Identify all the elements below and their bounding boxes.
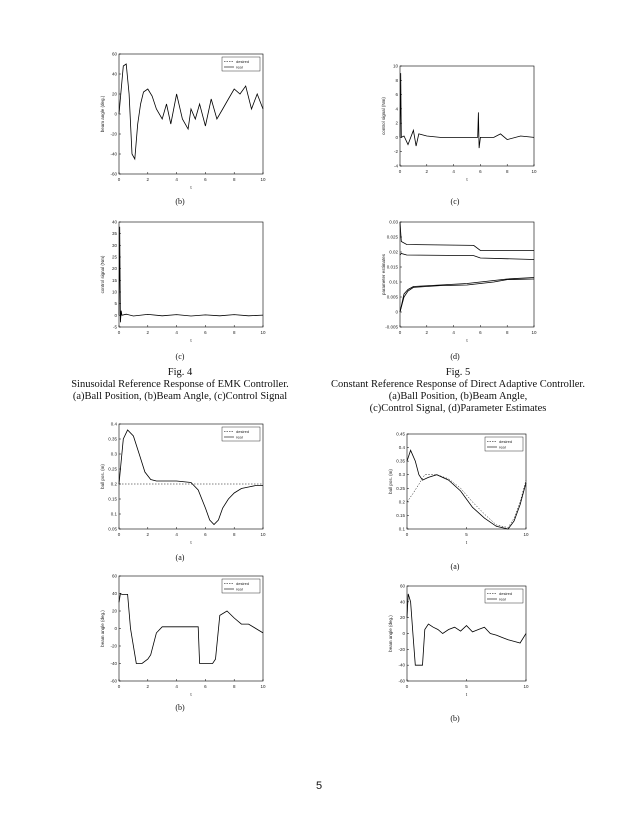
x-axis-label: t bbox=[190, 692, 192, 697]
fig5-c-sublabel: (c) bbox=[450, 197, 460, 206]
y-tick-label: 0.4 bbox=[398, 445, 405, 451]
y-tick-label: 25 bbox=[111, 254, 117, 260]
x-axis-label: t bbox=[190, 185, 192, 190]
fig4-b-sublabel: (b) bbox=[175, 197, 185, 206]
fig5-caption-line1: Constant Reference Response of Direct Adaptive Controller. bbox=[331, 379, 585, 390]
y-tick-label: 15 bbox=[111, 277, 117, 283]
fig5-control-signal-plot bbox=[378, 62, 538, 182]
x-tick-label: 0 bbox=[117, 684, 121, 689]
fig4-a-sublabel: (a) bbox=[175, 553, 185, 562]
y-tick-label: 10 bbox=[111, 289, 117, 295]
y-tick-label: 20 bbox=[111, 91, 117, 97]
y-axis-label: beam angle (deg.) bbox=[388, 615, 393, 652]
y-axis-label: parameter estimates bbox=[381, 253, 386, 296]
x-tick-label: 10 bbox=[260, 177, 266, 182]
y-tick-label: 0.3 bbox=[110, 451, 117, 457]
chart-svg bbox=[385, 430, 530, 545]
y-tick-label: 0.25 bbox=[108, 466, 117, 472]
y-axis-label: ball pos. (m) bbox=[100, 464, 105, 489]
x-axis-label: t bbox=[466, 177, 468, 182]
plot-frame bbox=[119, 54, 263, 174]
y-tick-label: 4 bbox=[395, 106, 398, 112]
x-tick-label: 8 bbox=[232, 532, 236, 537]
y-tick-label: 0.4 bbox=[110, 421, 117, 427]
fig4-b2-sublabel: (b) bbox=[175, 703, 185, 712]
x-tick-label: 6 bbox=[204, 532, 207, 537]
fig5-beam-angle-plot bbox=[385, 582, 530, 697]
fig4-beam-angle-plot bbox=[97, 50, 267, 190]
y-tick-label: 30 bbox=[111, 242, 117, 248]
x-tick-label: 6 bbox=[204, 684, 207, 689]
y-tick-label: -20 bbox=[398, 646, 405, 652]
x-tick-label: 4 bbox=[452, 169, 455, 174]
y-tick-label: -20 bbox=[110, 643, 117, 649]
x-tick-label: 4 bbox=[175, 177, 178, 182]
y-tick-label: -40 bbox=[110, 661, 117, 666]
fig5-a-sublabel: (a) bbox=[450, 562, 460, 571]
legend-label: real bbox=[236, 586, 243, 592]
y-tick-label: 5 bbox=[114, 301, 117, 307]
y-tick-label: 0.2 bbox=[110, 481, 117, 487]
y-tick-label: 8 bbox=[395, 77, 398, 83]
x-tick-label: 6 bbox=[479, 330, 482, 335]
y-tick-label: -40 bbox=[398, 662, 405, 668]
chart-svg bbox=[378, 62, 538, 182]
y-tick-label: 60 bbox=[111, 51, 117, 57]
x-tick-label: 8 bbox=[505, 330, 509, 335]
y-axis-label: beam angle (deg.) bbox=[100, 95, 105, 133]
y-tick-label: 0.3 bbox=[398, 472, 405, 478]
y-tick-label: 0.015 bbox=[386, 264, 398, 270]
x-tick-label: 10 bbox=[260, 684, 266, 689]
y-tick-label: 60 bbox=[399, 583, 405, 589]
legend-label: desired bbox=[236, 429, 250, 434]
legend-label: desired bbox=[499, 439, 513, 444]
plot-frame bbox=[400, 222, 534, 327]
y-tick-label: 0.025 bbox=[386, 234, 398, 240]
fig5-caption-line2: (a)Ball Position, (b)Beam Angle, bbox=[388, 391, 528, 402]
y-tick-label: 0.25 bbox=[396, 485, 405, 491]
page-number: 5 bbox=[315, 780, 323, 792]
x-tick-label: 8 bbox=[232, 684, 236, 689]
y-tick-label: 20 bbox=[111, 266, 117, 272]
y-tick-label: 60 bbox=[111, 573, 117, 579]
x-axis-label: t bbox=[190, 540, 192, 545]
y-axis-label: ball pos. (m) bbox=[388, 469, 393, 494]
y-tick-label: -20 bbox=[110, 131, 117, 137]
chart-svg bbox=[385, 582, 530, 697]
fig4-control-signal-plot bbox=[97, 218, 267, 343]
chart-svg bbox=[97, 50, 267, 190]
y-tick-label: 0 bbox=[114, 111, 117, 117]
fig4-caption-line1: Sinusoidal Reference Response of EMK Controller. bbox=[71, 379, 289, 390]
x-tick-label: 10 bbox=[523, 684, 529, 689]
chart-svg bbox=[97, 572, 267, 697]
y-tick-label: -60 bbox=[110, 171, 117, 177]
x-tick-label: 4 bbox=[452, 330, 455, 335]
fig4-ball-position-plot bbox=[97, 420, 267, 545]
fig4-c-sublabel: (c) bbox=[175, 352, 185, 361]
x-tick-label: 4 bbox=[175, 532, 178, 537]
chart-svg bbox=[378, 218, 538, 343]
y-tick-label: 0.2 bbox=[398, 499, 405, 505]
x-tick-label: 10 bbox=[523, 532, 529, 537]
x-tick-label: 8 bbox=[232, 177, 236, 182]
x-tick-label: 2 bbox=[146, 330, 150, 335]
chart-svg bbox=[97, 420, 267, 545]
y-tick-label: 0.35 bbox=[108, 436, 117, 442]
y-tick-label: 6 bbox=[395, 92, 398, 98]
y-tick-label: -0.005 bbox=[385, 324, 398, 330]
x-tick-label: 2 bbox=[425, 330, 429, 335]
y-tick-label: 0.1 bbox=[110, 511, 117, 517]
y-tick-label: -2 bbox=[393, 149, 398, 155]
plot-frame bbox=[119, 222, 263, 327]
y-tick-label: -4 bbox=[393, 163, 398, 169]
y-tick-label: 10 bbox=[392, 63, 398, 69]
legend-label: desired bbox=[499, 591, 513, 596]
y-axis-label: control signal (Nm) bbox=[381, 97, 386, 135]
y-tick-label: 0.15 bbox=[396, 512, 405, 518]
y-tick-label: 0 bbox=[395, 309, 398, 315]
x-tick-label: 6 bbox=[479, 169, 482, 174]
x-tick-label: 6 bbox=[204, 177, 207, 182]
x-axis-label: t bbox=[465, 692, 468, 697]
y-tick-label: 0.03 bbox=[389, 219, 398, 225]
legend-label: real bbox=[499, 444, 506, 450]
x-tick-label: 0 bbox=[117, 532, 121, 537]
y-tick-label: -40 bbox=[110, 151, 117, 157]
x-tick-label: 10 bbox=[260, 532, 266, 537]
y-axis-label: control signal (Nm) bbox=[100, 255, 105, 294]
x-tick-label: 2 bbox=[146, 532, 150, 537]
y-tick-label: 40 bbox=[111, 591, 117, 596]
fig4-title: Fig. 4 bbox=[167, 367, 193, 378]
x-tick-label: 0 bbox=[405, 532, 409, 537]
chart-svg bbox=[97, 218, 267, 343]
y-tick-label: 20 bbox=[399, 615, 405, 621]
legend-label: real bbox=[236, 434, 243, 440]
y-tick-label: 0 bbox=[114, 312, 117, 318]
y-tick-label: 20 bbox=[111, 608, 117, 614]
fig4-beam-angle-plot-2 bbox=[97, 572, 267, 697]
y-tick-label: 40 bbox=[399, 599, 405, 605]
y-tick-label: 0.02 bbox=[389, 249, 398, 255]
x-tick-label: 4 bbox=[175, 330, 178, 335]
y-tick-label: 35 bbox=[111, 231, 117, 237]
x-tick-label: 2 bbox=[425, 169, 429, 174]
y-tick-label: 0 bbox=[395, 134, 398, 140]
y-tick-label: 2 bbox=[395, 120, 398, 126]
x-tick-label: 5 bbox=[465, 684, 468, 689]
y-tick-label: 0.01 bbox=[389, 279, 398, 285]
y-tick-label: -60 bbox=[110, 678, 117, 684]
y-tick-label: 0.005 bbox=[386, 294, 398, 300]
x-tick-label: 2 bbox=[146, 177, 150, 182]
x-tick-label: 8 bbox=[505, 169, 509, 174]
x-tick-label: 10 bbox=[260, 330, 266, 335]
x-tick-label: 0 bbox=[398, 330, 402, 335]
y-tick-label: -60 bbox=[398, 678, 405, 684]
x-tick-label: 10 bbox=[531, 330, 537, 335]
fig4-caption-line2: (a)Ball Position, (b)Beam Angle, (c)Control Signal bbox=[72, 391, 288, 402]
x-tick-label: 0 bbox=[117, 330, 121, 335]
fig5-b-sublabel: (b) bbox=[450, 714, 460, 723]
y-tick-label: 0.45 bbox=[396, 431, 405, 437]
y-tick-label: 40 bbox=[111, 71, 117, 77]
legend-label: desired bbox=[236, 59, 250, 64]
legend-label: desired bbox=[236, 581, 250, 586]
x-axis-label: t bbox=[466, 338, 468, 343]
x-axis-label: t bbox=[190, 338, 192, 343]
fig4-caption bbox=[40, 367, 320, 403]
fig5-parameter-estimates-plot bbox=[378, 218, 538, 343]
x-tick-label: 8 bbox=[232, 330, 236, 335]
y-tick-label: 0.35 bbox=[396, 458, 405, 464]
y-axis-label: beam angle (deg.) bbox=[100, 610, 105, 647]
y-tick-label: 0 bbox=[114, 626, 117, 631]
fig5-caption bbox=[318, 367, 598, 415]
fig5-d-sublabel: (d) bbox=[450, 352, 460, 361]
y-tick-label: 40 bbox=[111, 219, 117, 225]
x-tick-label: 4 bbox=[175, 684, 178, 689]
x-tick-label: 6 bbox=[204, 330, 207, 335]
x-tick-label: 10 bbox=[531, 169, 537, 174]
plot-frame bbox=[400, 66, 534, 166]
x-tick-label: 0 bbox=[405, 684, 409, 689]
y-tick-label: 0.05 bbox=[108, 526, 117, 532]
fig5-ball-position-plot bbox=[385, 430, 530, 545]
legend-label: real bbox=[236, 64, 243, 70]
x-tick-label: 5 bbox=[465, 532, 468, 537]
x-tick-label: 2 bbox=[146, 684, 150, 689]
x-tick-label: 0 bbox=[117, 177, 121, 182]
x-tick-label: 0 bbox=[398, 169, 402, 174]
y-tick-label: 0.1 bbox=[398, 526, 405, 532]
y-tick-label: 0 bbox=[402, 631, 405, 636]
fig5-title: Fig. 5 bbox=[445, 367, 471, 378]
legend-label: real bbox=[499, 596, 506, 602]
x-axis-label: t bbox=[465, 540, 468, 545]
fig5-caption-line3: (c)Control Signal, (d)Parameter Estimates bbox=[369, 403, 547, 414]
y-tick-label: 0.15 bbox=[108, 496, 117, 502]
y-tick-label: -5 bbox=[112, 324, 117, 330]
